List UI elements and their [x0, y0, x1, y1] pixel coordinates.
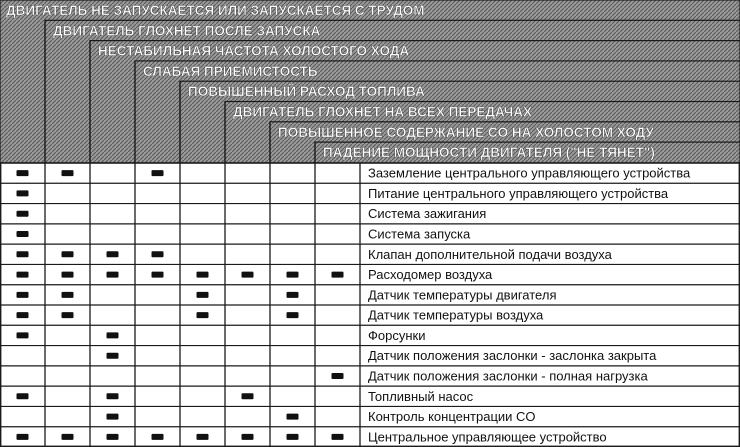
fault-mark: [107, 393, 119, 399]
fault-mark: [17, 190, 29, 196]
fault-mark: [17, 211, 29, 217]
component-label: Датчик температуры двигателя: [368, 287, 557, 303]
fault-mark: [197, 312, 209, 318]
fault-mark: [332, 434, 344, 440]
fault-mark: [17, 393, 29, 399]
fault-mark: [152, 272, 164, 278]
fault-mark: [197, 434, 209, 440]
fault-mark: [197, 272, 209, 278]
fault-mark: [152, 251, 164, 257]
symptom-header-label: ПОВЫШЕННОЕ СОДЕРЖАНИЕ CO НА ХОЛОСТОМ ХОДУ: [278, 124, 654, 140]
fault-mark: [107, 434, 119, 440]
fault-mark: [332, 373, 344, 379]
fault-mark: [287, 414, 299, 420]
fault-mark: [197, 292, 209, 298]
fault-mark: [152, 170, 164, 176]
fault-mark: [17, 272, 29, 278]
fault-mark: [17, 170, 29, 176]
symptom-header-label: ДВИГАТЕЛЬ ГЛОХНЕТ НА ВСЕХ ПЕРЕДАЧАХ: [233, 104, 532, 120]
component-label: Система зажигания: [368, 206, 487, 222]
component-label: Система запуска: [368, 226, 471, 242]
fault-mark: [17, 231, 29, 237]
component-label: Топливный насос: [368, 388, 474, 404]
fault-mark: [242, 393, 254, 399]
fault-mark: [287, 292, 299, 298]
component-label: Заземление центрального управляющего устройства: [368, 165, 691, 181]
fault-mark: [62, 434, 74, 440]
symptom-header-label: ДВИГАТЕЛЬ ГЛОХНЕТ ПОСЛЕ ЗАПУСКА: [53, 23, 321, 39]
symptom-header-label: СЛАБАЯ ПРИЕМИСТОСТЬ: [143, 63, 318, 79]
fault-mark: [17, 312, 29, 318]
fault-mark: [287, 434, 299, 440]
fault-mark: [62, 251, 74, 257]
component-label: Датчик положения заслонки - заслонка закрыта: [368, 348, 657, 364]
fault-mark: [152, 434, 164, 440]
fault-mark: [17, 332, 29, 338]
component-label: Центральное управляющее устройство: [368, 429, 607, 445]
component-label: Датчик температуры воздуха: [368, 307, 544, 323]
fault-mark: [107, 353, 119, 359]
fault-mark: [62, 312, 74, 318]
fault-mark: [107, 414, 119, 420]
fault-mark: [17, 251, 29, 257]
component-label: Клапан дополнительной подачи воздуха: [368, 246, 612, 262]
component-label: Датчик положения заслонки - полная нагрузка: [368, 368, 648, 384]
component-label: Форсунки: [368, 327, 426, 343]
fault-mark: [242, 434, 254, 440]
fault-mark: [107, 251, 119, 257]
symptom-header-label: НЕСТАБИЛЬНАЯ ЧАСТОТА ХОЛОСТОГО ХОДА: [98, 43, 410, 59]
component-label: Питание центрального управляющего устройства: [368, 185, 669, 201]
fault-mark: [17, 434, 29, 440]
fault-mark: [62, 170, 74, 176]
fault-mark: [62, 292, 74, 298]
fault-mark: [242, 272, 254, 278]
component-label: Расходомер воздуха: [368, 267, 493, 283]
symptom-header-label: ПОВЫШЕННЫЙ РАСХОД ТОПЛИВА: [188, 84, 425, 100]
fault-mark: [332, 272, 344, 278]
fault-mark: [107, 332, 119, 338]
symptom-header-label: ДВИГАТЕЛЬ НЕ ЗАПУСКАЕТСЯ ИЛИ ЗАПУСКАЕТСЯ С ТРУДОМ: [6, 3, 425, 18]
fault-mark: [287, 312, 299, 318]
component-label: Контроль концентрации CO: [368, 409, 536, 425]
fault-mark: [107, 272, 119, 278]
symptom-header-label: ПАДЕНИЕ МОЩНОСТИ ДВИГАТЕЛЯ ("НЕ ТЯНЕТ"): [323, 145, 655, 161]
fault-mark: [17, 292, 29, 298]
symptom-header: [0, 0, 740, 163]
fault-mark: [287, 272, 299, 278]
fault-mark: [62, 272, 74, 278]
